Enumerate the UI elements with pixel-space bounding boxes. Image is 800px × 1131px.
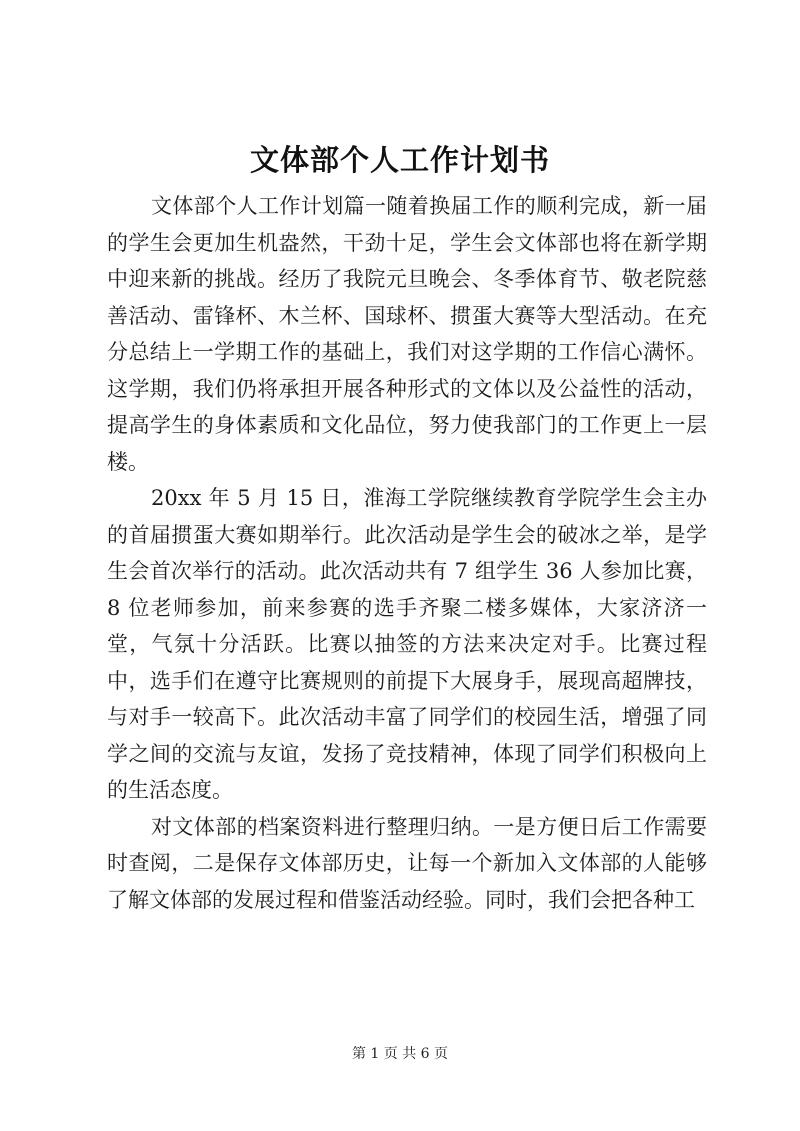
page-footer: 第 1 页 共 6 页 [351, 1046, 449, 1062]
paragraph-3: 对文体部的档案资料进行整理归纳。一是方便日后工作需要时查阅，二是保存文体部历史，让每一个新加入文体部的人能够了解文体部的发展过程和借鉴活动经验。同时，我们会把各种工 [107, 814, 707, 912]
document-title: 文体部个人工作计划书 [249, 143, 550, 177]
paragraph-1: 文体部个人工作计划篇一随着换届工作的顺利完成，新一届的学生会更加生机盎然，干劲十足，学生会文体部也将在新学期中迎来新的挑战。经历了我院元旦晚会、冬季体育节、敬老院慈善活动、雷锋杯、木兰杯、国球杯、掼蛋大赛等大型活动。在充分总结上一学期工作的基础上，我们对这学期的工作信心满怀。这学期，我们仍将承担开展各种形式的文体以及公益性的活动，提高学生的身体素质和文化品位，努力使我部门的工作更上一层楼。 [107, 194, 707, 474]
document-body [107, 188, 707, 918]
paragraph-2: 20xx 年 5 月 15 日，淮海工学院继续教育学院学生会主办的首届掼蛋大赛如期举行。此次活动是学生会的破冰之举，是学生会首次举行的活动。此次活动共有 7 组学生 36 人参加比赛，8 位老师参加，前来参赛的选手齐聚二楼多媒体，大家济济一堂，气氛十分活跃。比赛以抽签的方法来决定对手。比赛过程中，选手们在遵守比赛规则的前提下大展身手，展现高超牌技，与对手一较高下。此次活动丰富了同学们的校园生活，增强了同学之间的交流与友谊，发扬了竞技精神，体现了同学们积极向上的生活态度。 [107, 486, 707, 802]
